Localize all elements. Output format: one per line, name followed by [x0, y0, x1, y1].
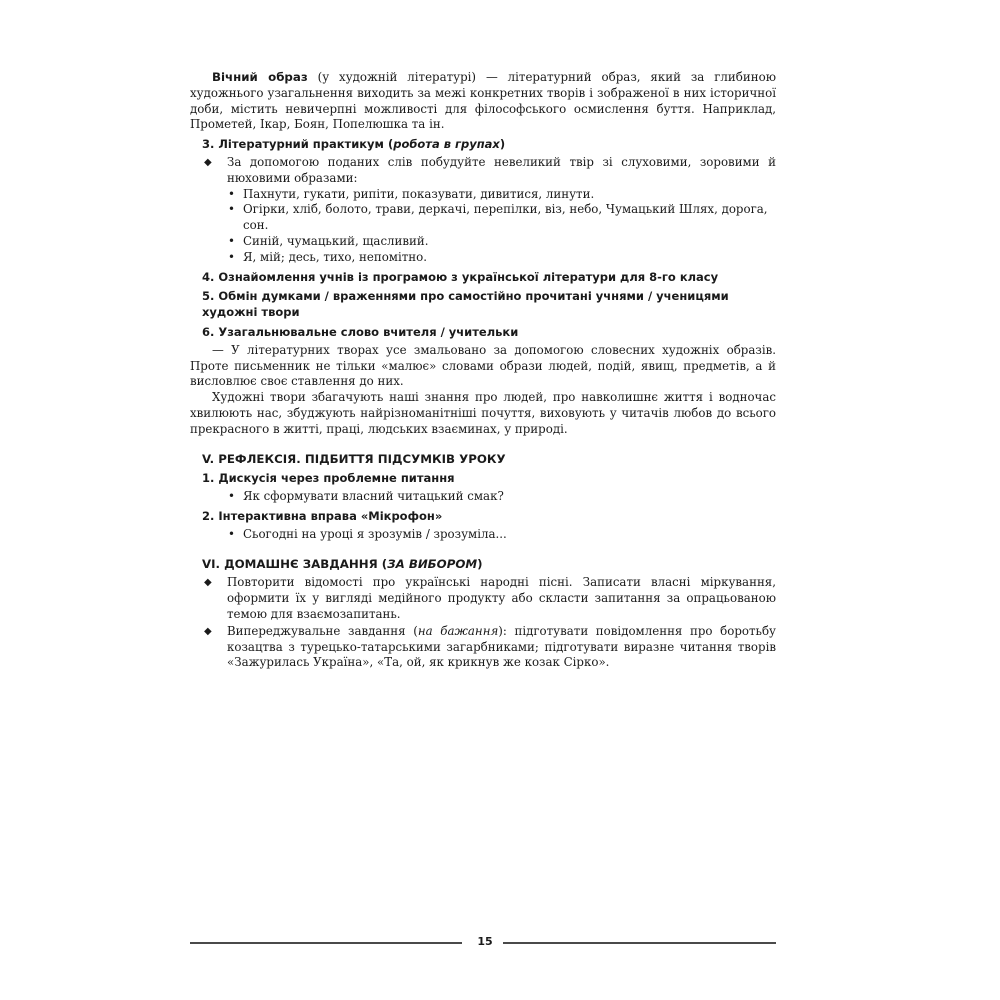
list-item — [190, 250, 776, 266]
footer-rule-right — [503, 942, 776, 944]
practicum-heading-main: 3. Літературний практикум ( — [202, 137, 394, 152]
word-list-text: Синій, чумацький, щасливий. — [243, 233, 429, 248]
list-item — [190, 527, 776, 543]
homework-item-italic: на бажання — [417, 623, 499, 638]
step6-heading: 6. Узагальнювальне слово вчителя / учительки — [202, 324, 519, 339]
homework-heading-main: VI. ДОМАШНЄ ЗАВДАННЯ ( — [202, 556, 388, 571]
bullet-icon: • — [228, 249, 235, 264]
diamond-bullet-icon: ◆ — [204, 577, 212, 589]
definition-term: Вічний образ — [212, 70, 308, 84]
practicum-task — [190, 155, 776, 187]
homework-item-text: Випереджувальне завдання ( — [227, 623, 418, 638]
teacher-paragraph: Художні твори збагачують наші знання про людей, про навколишнє життя і водночас хвилюють нас, збуджують найрізноманітніші почуття, виховують у читачів любов до всього прекрасного в житті, праці, людських взаєминах, у природі. — [190, 390, 776, 436]
discussion-heading: 1. Дискусія через проблемне питання — [202, 471, 455, 486]
reflection-heading: V. РЕФЛЕКСІЯ. ПІДБИТТЯ ПІДСУМКІВ УРОКУ — [202, 451, 506, 466]
homework-item — [190, 624, 776, 671]
discussion-question: Як сформувати власний читацький смак? — [243, 489, 504, 504]
page-number: 15 — [477, 935, 493, 948]
practicum-heading-italic: робота в групах — [393, 137, 500, 152]
homework-item-text: Повторити відомості про українські народні пісні. Записати власні міркування, оформити їх у вигляді медійного продукту або скласти запитання за опрацьованою темою для взаємозапитань. — [227, 575, 776, 621]
bullet-icon: • — [228, 489, 235, 504]
diamond-bullet-icon: ◆ — [204, 625, 212, 637]
step5-heading: 5. Обмін думками / враженнями про самостійно прочитані учнями / ученицями художні твори — [202, 289, 729, 320]
word-list-text: Огірки, хліб, болото, трави, деркачі, перепілки, віз, небо, Чумацький Шлях, дорога, сон. — [243, 202, 768, 233]
homework-heading-close: ) — [477, 556, 483, 571]
definition-paragraph — [190, 70, 776, 133]
word-list-text: Я, мій; десь, тихо, непомітно. — [243, 249, 427, 264]
homework-item — [190, 575, 776, 622]
bullet-icon: • — [228, 233, 235, 248]
list-item — [190, 234, 776, 250]
list-item — [190, 489, 776, 505]
list-item — [190, 187, 776, 203]
practicum-heading-close: ) — [499, 137, 506, 152]
homework-heading-italic: ЗА ВИБОРОМ — [387, 556, 478, 571]
list-item — [190, 202, 776, 234]
microphone-heading: 2. Інтерактивна вправа «Мікрофон» — [202, 508, 443, 523]
bullet-icon: • — [228, 526, 235, 541]
practicum-task-text: За допомогою поданих слів побудуйте невеликий твір зі слуховими, зоровими й нюховими образами: — [227, 154, 776, 185]
practicum-heading — [202, 137, 776, 153]
bullet-icon: • — [228, 186, 235, 201]
homework-heading — [202, 557, 776, 573]
word-list-text: Пахнути, гукати, рипіти, показувати, дивитися, линути. — [243, 186, 595, 201]
step4-heading: 4. Ознайомлення учнів із програмою з української літератури для 8-го класу — [202, 269, 719, 284]
diamond-bullet-icon: ◆ — [204, 156, 212, 168]
definition-text: (у художній літературі) — літературний образ, який за глибиною художнього узагальнення виходить за межі конкретних творів і зображеної в них історичної доби, містить невичерпні можливості для філософського осмислення буття. Наприклад, Прометей, Ікар, Боян, Попелюшка та ін. — [190, 70, 776, 132]
microphone-prompt: Сьогодні на уроці я зрозумів / зрозуміла... — [243, 526, 507, 541]
footer-rule-left — [190, 942, 462, 944]
teacher-paragraph: — У літературних творах усе змальовано за допомогою словесних художніх образів. Проте письменник не тільки «малює» словами образи людей, подій, явищ, предметів, а й висловлює своє ставлення до них. — [190, 342, 776, 389]
bullet-icon: • — [228, 202, 235, 217]
page-content — [190, 70, 776, 671]
homework-item-text-end: ): підготувати повідомлення про боротьбу козацтва з турецько-татарськими загарбниками; підготувати виразне читання творів «Зажурилась Україна», «Та, ой, як крикнув же козак Сірко». — [227, 623, 776, 670]
